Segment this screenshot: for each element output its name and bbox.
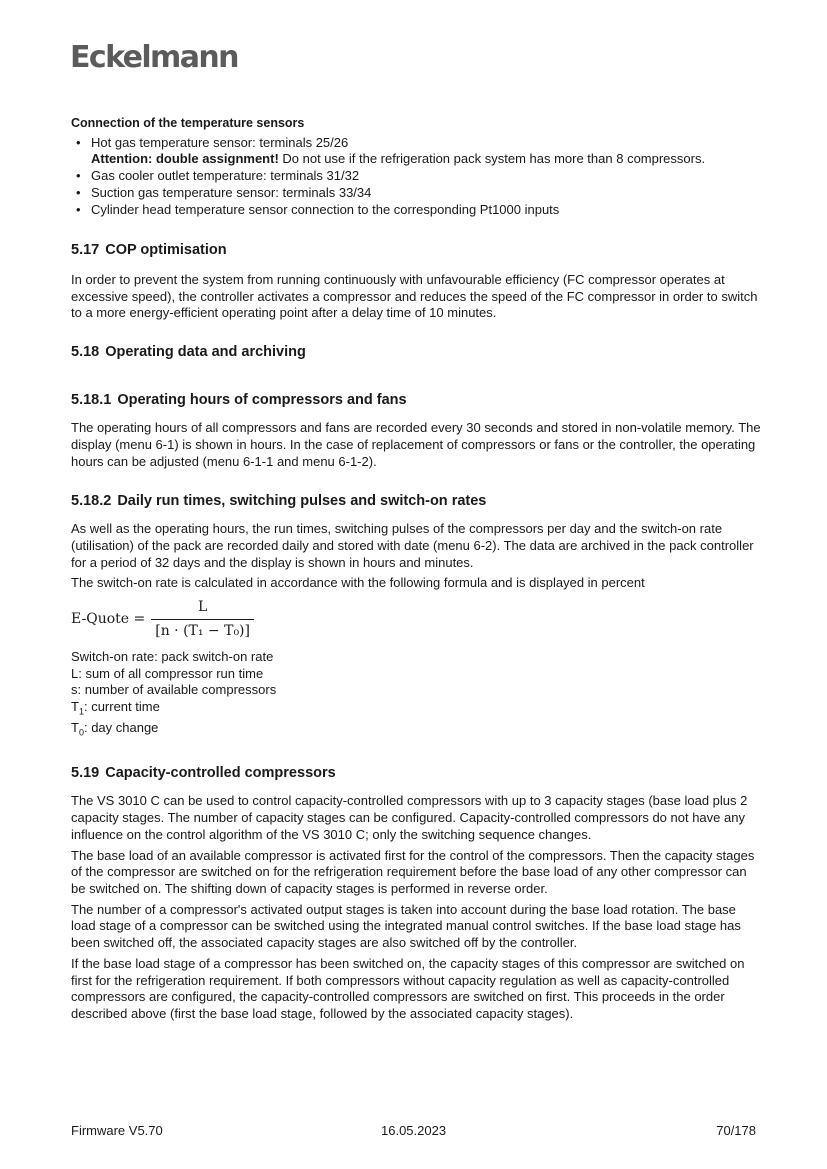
section-5-17-paragraph: In order to prevent the system from running continuously with unfavourable efficiency (FC compressor operates at excessive speed), the controller activates a compressor and reduces the speed of the FC compressor in order to switch to a more energy-efficient operating point after a delay time of 10 minutes.: [71, 271, 758, 321]
formula-fraction: [151, 599, 254, 639]
legend-line: $T_1$: current time: [71, 699, 160, 717]
page-content: [71, 115, 761, 1023]
document-date: 16.05.2023: [381, 1123, 447, 1138]
page-number: 70/178: [716, 1123, 756, 1138]
section-5-18-1-paragraph: The operating hours of all compressors and fans are recorded every 30 seconds and stored in non-volatile memory. The display (menu 6-1) is shown in hours. In the case of replacement of compressors or fans or the controller, the operating hours can be adjusted (menu 6-1-1 and menu 6-1-2).: [71, 420, 761, 469]
attention-label: Attention: double assignment!: [91, 151, 279, 167]
section-5-19-paragraph: The number of a compressor's activated output stages is taken into account during the base load rotation. The base load stage of a compressor can be switched using the integrated manual control switches. If the base load stage has been switched off, the associated capacity stages are also switched off by the controller.: [71, 901, 741, 951]
legend-line: s: number of available compressors: [71, 682, 277, 698]
list-item: • Hot gas temperature sensor: terminals 25/26 Attention: double assignment! Do not use if the refrigeration pack system has more than 8 compressors.: [71, 135, 761, 168]
formula-numerator: L: [197, 598, 208, 615]
section-5-19-paragraph: If the base load stage of a compressor has been switched on, the capacity stages of this compressor are switched on first for the refrigeration requirement. If both compressors without capacity regulation as well as capacity-controlled compressors are configured, the capacity-controlled compressors are switched on first. This proceeds in the order described above (first the base load stage, followed by the associated capacity stages).: [71, 955, 745, 1021]
firmware-version: Firmware V5.70: [71, 1123, 163, 1138]
section-5-18-2-paragraph: As well as the operating hours, the run times, switching pulses of the compressors per day and the switch-on rate (utilisation) of the pack are recorded daily and stored with date (menu 6-2). The data are archived in the pack controller for a period of 32 days and the display is shown in hours and minutes.: [71, 521, 754, 570]
section-5-19-paragraph: The base load of an available compressor is activated first for the control of the compressors. Then the capacity stages of the compressor are switched on for the refrigeration requirement before the base load of any other compressor can be switched on. The shifting down of capacity stages is performed in reverse order.: [71, 847, 755, 896]
formula-intro: The switch-on rate is calculated in accordance with the following formula and is displayed in percent: [71, 575, 645, 591]
attention-text: Do not use if the refrigeration pack system has more than 8 compressors.: [278, 151, 706, 167]
legend-line: L: sum of all compressor run time: [71, 665, 264, 681]
sensors-heading: Connection of the temperature sensors: [71, 116, 305, 130]
section-5-19-paragraph: The VS 3010 C can be used to control capacity-controlled compressors with up to 3 capacity stages (base load plus 2 capacity stages. The number of capacity stages can be configured. Capacity-controlled compressors do not have any influence on the control algorithm of the VS 3010 C; only the switching sequence changes.: [71, 793, 748, 842]
section-5-19-heading: 5.19 Capacity-controlled compressors: [71, 764, 336, 781]
e-quote-formula: [71, 595, 761, 643]
list-item: • Suction gas temperature sensor: terminals 33/34: [71, 185, 761, 202]
list-item: • Cylinder head temperature sensor connection to the corresponding Pt1000 inputs: [71, 202, 761, 219]
formula-lhs: E-Quote =: [71, 610, 146, 627]
section-5-18-heading: 5.18 Operating data and archiving: [71, 344, 306, 361]
formula-denominator: [n · (T₁ − T₀)]: [151, 619, 254, 640]
section-5-18-2-heading: 5.18.2 Daily run times, switching pulses and switch-on rates: [71, 492, 487, 509]
sensors-block: [71, 115, 761, 218]
legend-line: $T_0$: day change: [71, 720, 159, 739]
legend-line: Switch-on rate: pack switch-on rate: [71, 649, 274, 665]
sensors-list: [71, 135, 761, 219]
section-5-18-1-heading: 5.18.1 Operating hours of compressors and fans: [71, 391, 407, 408]
eckelmann-logo: Eckelmann: [70, 40, 238, 75]
formula-legend: [71, 649, 761, 742]
list-item: • Gas cooler outlet temperature: terminals 31/32: [71, 168, 761, 185]
section-5-17-heading: 5.17 COP optimisation: [71, 242, 227, 259]
